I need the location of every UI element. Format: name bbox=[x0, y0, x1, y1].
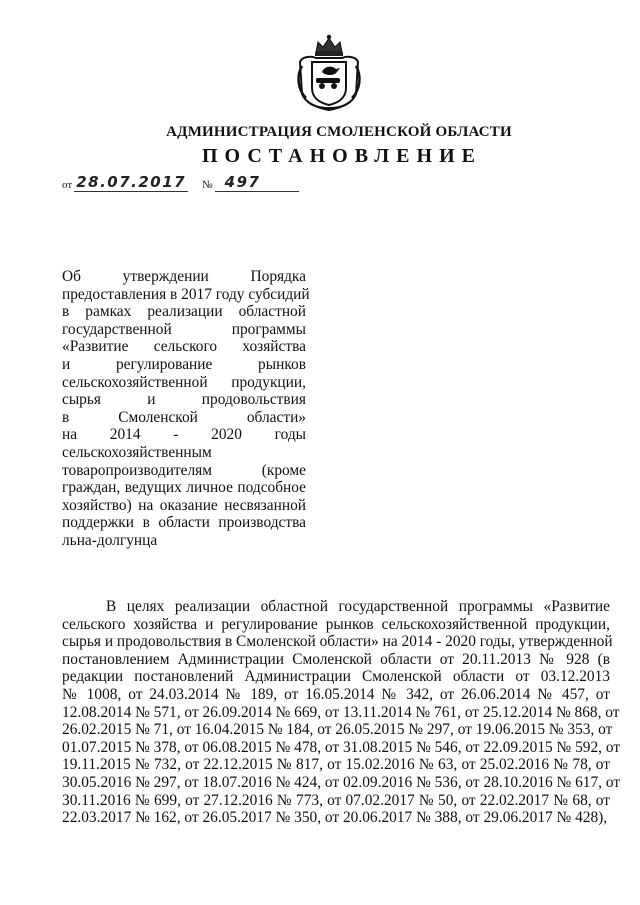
body-line: постановлением Администрации Смоленской области от 20.11.2013 № 928 (в bbox=[62, 650, 610, 668]
subject-line: сырья и продовольствия bbox=[62, 391, 306, 409]
document-subject bbox=[62, 268, 310, 550]
registration-line bbox=[62, 172, 299, 192]
subject-line: Об утверждении Порядка bbox=[62, 268, 306, 285]
subject-line: сельскохозяйственным bbox=[62, 443, 212, 461]
subject-line: «Развитие сельского хозяйства bbox=[62, 338, 306, 356]
body-line: 19.11.2015 № 732, от 22.12.2015 № 817, от 15.02.2016 № 63, от 25.02.2016 № 78, от bbox=[62, 756, 610, 774]
subject-line: и регулирование рынков bbox=[62, 355, 306, 373]
body-line: 22.03.2017 № 162, от 26.05.2017 № 350, от 20.06.2017 № 388, от 29.06.2017 № 428), bbox=[62, 809, 608, 827]
subject-line: в рамках реализации областной bbox=[62, 303, 306, 321]
body-line: сельского хозяйства и регулирование рынков сельскохозяйственной продукции, bbox=[62, 615, 610, 633]
organization-name: АДМИНИСТРАЦИЯ СМОЛЕНСКОЙ ОБЛАСТИ bbox=[166, 124, 512, 140]
subject-line: в Смоленской области» bbox=[62, 408, 306, 426]
number-label: № bbox=[202, 179, 213, 191]
subject-line: граждан, ведущих личное подсобное bbox=[62, 479, 306, 497]
document-type-title: ПОСТАНОВЛЕНИЕ bbox=[202, 145, 482, 167]
body-line: сырья и продовольствия в Смоленской области» на 2014 - 2020 годы, утвержденной bbox=[62, 633, 613, 651]
body-line: 30.05.2016 № 297, от 18.07.2016 № 424, от 02.09.2016 № 536, от 28.10.2016 № 617, от bbox=[62, 773, 621, 791]
number-value: 497 bbox=[215, 173, 299, 192]
date-value: 28.07.2017 bbox=[74, 173, 188, 192]
subject-line: государственной программы bbox=[62, 320, 306, 338]
body-line: 12.08.2014 № 571, от 26.09.2014 № 669, от 13.11.2014 № 761, от 25.12.2014 № 868, от bbox=[62, 703, 620, 721]
body-line: 01.07.2015 № 378, от 06.08.2015 № 478, от 31.08.2015 № 546, от 22.09.2015 № 592, от bbox=[62, 738, 621, 756]
document-body bbox=[62, 598, 621, 827]
body-line: № 1008, от 24.03.2014 № 189, от 16.05.2014 № 342, от 26.06.2014 № 457, от bbox=[62, 685, 610, 703]
body-line: 30.11.2016 № 699, от 27.12.2016 № 773, от 07.02.2017 № 50, от 22.02.2017 № 68, от bbox=[62, 791, 610, 809]
subject-line: хозяйство) на оказание несвязанной bbox=[62, 496, 306, 514]
date-label: от bbox=[62, 179, 73, 191]
subject-line: поддержки в области производства bbox=[62, 514, 306, 532]
subject-line: льна-долгунца bbox=[62, 531, 158, 549]
body-line: В целях реализации областной государственной программы «Развитие bbox=[106, 598, 610, 615]
subject-line: сельскохозяйственной продукции, bbox=[62, 373, 306, 391]
smolensk-coat-of-arms-icon bbox=[292, 32, 366, 112]
subject-line: предоставления в 2017 году субсидий bbox=[62, 285, 310, 303]
subject-line: товаропроизводителям (кроме bbox=[62, 461, 306, 479]
subject-line: на 2014 - 2020 годы bbox=[62, 426, 306, 444]
body-line: 26.02.2015 № 71, от 16.04.2015 № 184, от 26.05.2015 № 297, от 19.06.2015 № 353, от bbox=[62, 721, 613, 739]
body-line: редакции постановлений Администрации Смоленской области от 03.12.2013 bbox=[62, 668, 610, 686]
